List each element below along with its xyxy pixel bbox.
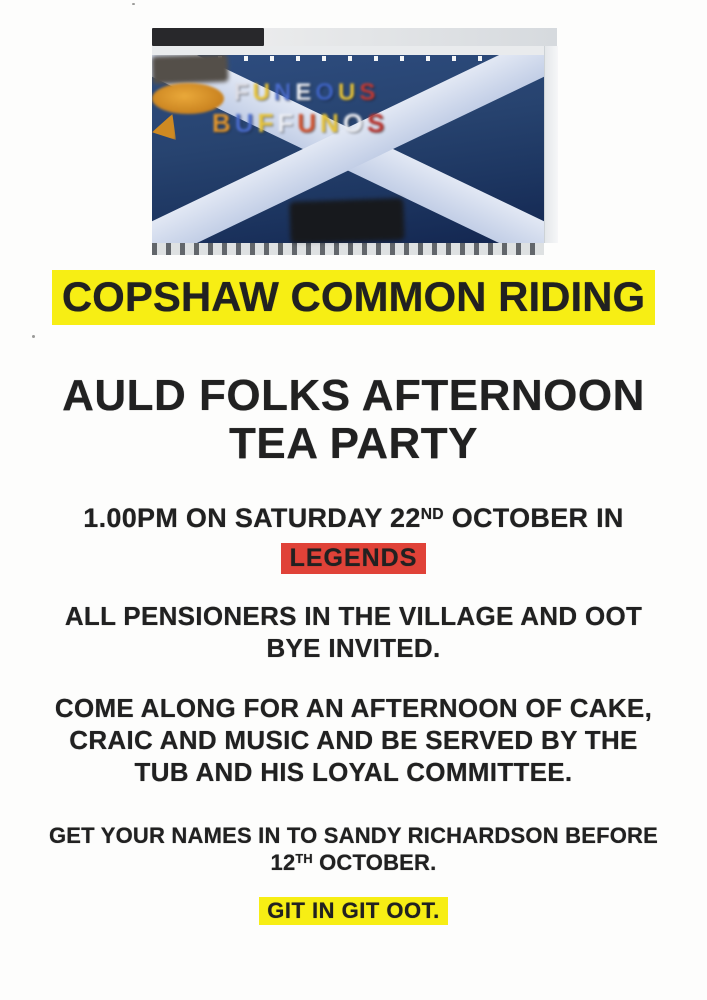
scan-speck <box>32 335 35 338</box>
rsvp-date-after: OCTOBER. <box>312 850 437 875</box>
date-text: 1.00PM ON SATURDAY 22 <box>83 503 421 533</box>
details-line1: COME ALONG FOR AN AFTERNOON OF CAKE, <box>54 693 653 723</box>
ordinal-suffix: TH <box>295 851 313 867</box>
photo-sky-strip <box>264 28 557 46</box>
magnetic-letter: E <box>295 79 316 106</box>
details-line2: CRAIC AND MUSIC AND BE SERVED BY THE <box>69 725 638 755</box>
dark-object-left <box>152 55 228 84</box>
goldfish-tail <box>152 114 176 140</box>
venue-row <box>0 543 707 574</box>
venue-highlighted: LEGENDS <box>281 543 427 574</box>
photo-right-margin <box>544 46 558 243</box>
event-heading-line1: AULD FOLKS AFTERNOON <box>62 371 645 420</box>
rsvp-line1: GET YOUR NAMES IN TO SANDY RICHARDSON BEFORE <box>49 823 658 848</box>
rsvp-date: 12 <box>270 850 296 875</box>
flag-fringe <box>152 243 544 255</box>
title-row <box>0 270 707 325</box>
event-heading-line2: TEA PARTY <box>229 419 478 468</box>
magnetic-letter: F <box>277 108 298 138</box>
magnetic-letter: F <box>257 108 278 138</box>
title-highlighted: COPSHAW COMMON RIDING <box>52 270 655 325</box>
dark-object-bottom <box>289 198 404 244</box>
invite-line2: BYE INVITED. <box>266 633 441 663</box>
magnetic-letter: U <box>297 108 321 138</box>
invite-line1: ALL PENSIONERS IN THE VILLAGE AND OOT <box>64 601 643 631</box>
photo-light-strip <box>152 46 557 55</box>
scan-speck <box>132 3 135 5</box>
date-text-after: OCTOBER IN <box>443 503 624 533</box>
magnetic-letter: U <box>234 108 258 138</box>
event-heading <box>0 372 707 468</box>
magnetic-letters-row2 <box>212 108 388 139</box>
magnetic-letter: N <box>320 108 343 138</box>
ordinal-suffix: ND <box>420 505 444 523</box>
magnetic-letter: B <box>212 108 235 138</box>
slogan-highlighted: GIT IN GIT OOT. <box>259 897 448 925</box>
magnetic-letter: O <box>315 79 339 106</box>
goldfish-icon <box>152 83 224 114</box>
magnetic-letter: U <box>338 79 360 106</box>
slogan-row <box>0 897 707 925</box>
date-line <box>0 503 707 538</box>
invite-paragraph <box>0 600 707 664</box>
magnetic-letters-row1 <box>234 79 379 107</box>
magnetic-letter: S <box>359 79 380 106</box>
magnetic-letter: O <box>342 108 368 138</box>
magnetic-letter: N <box>274 79 296 106</box>
magnetic-letter: S <box>367 108 389 138</box>
details-paragraph <box>0 692 707 788</box>
saltire-flag-photo <box>152 28 557 255</box>
rsvp-paragraph <box>0 822 707 879</box>
magnetic-letter: U <box>252 79 275 106</box>
photo-dark-bar <box>152 28 264 46</box>
details-line3: TUB AND HIS LOYAL COMMITTEE. <box>134 757 573 787</box>
magnetic-letter: F <box>234 79 253 106</box>
